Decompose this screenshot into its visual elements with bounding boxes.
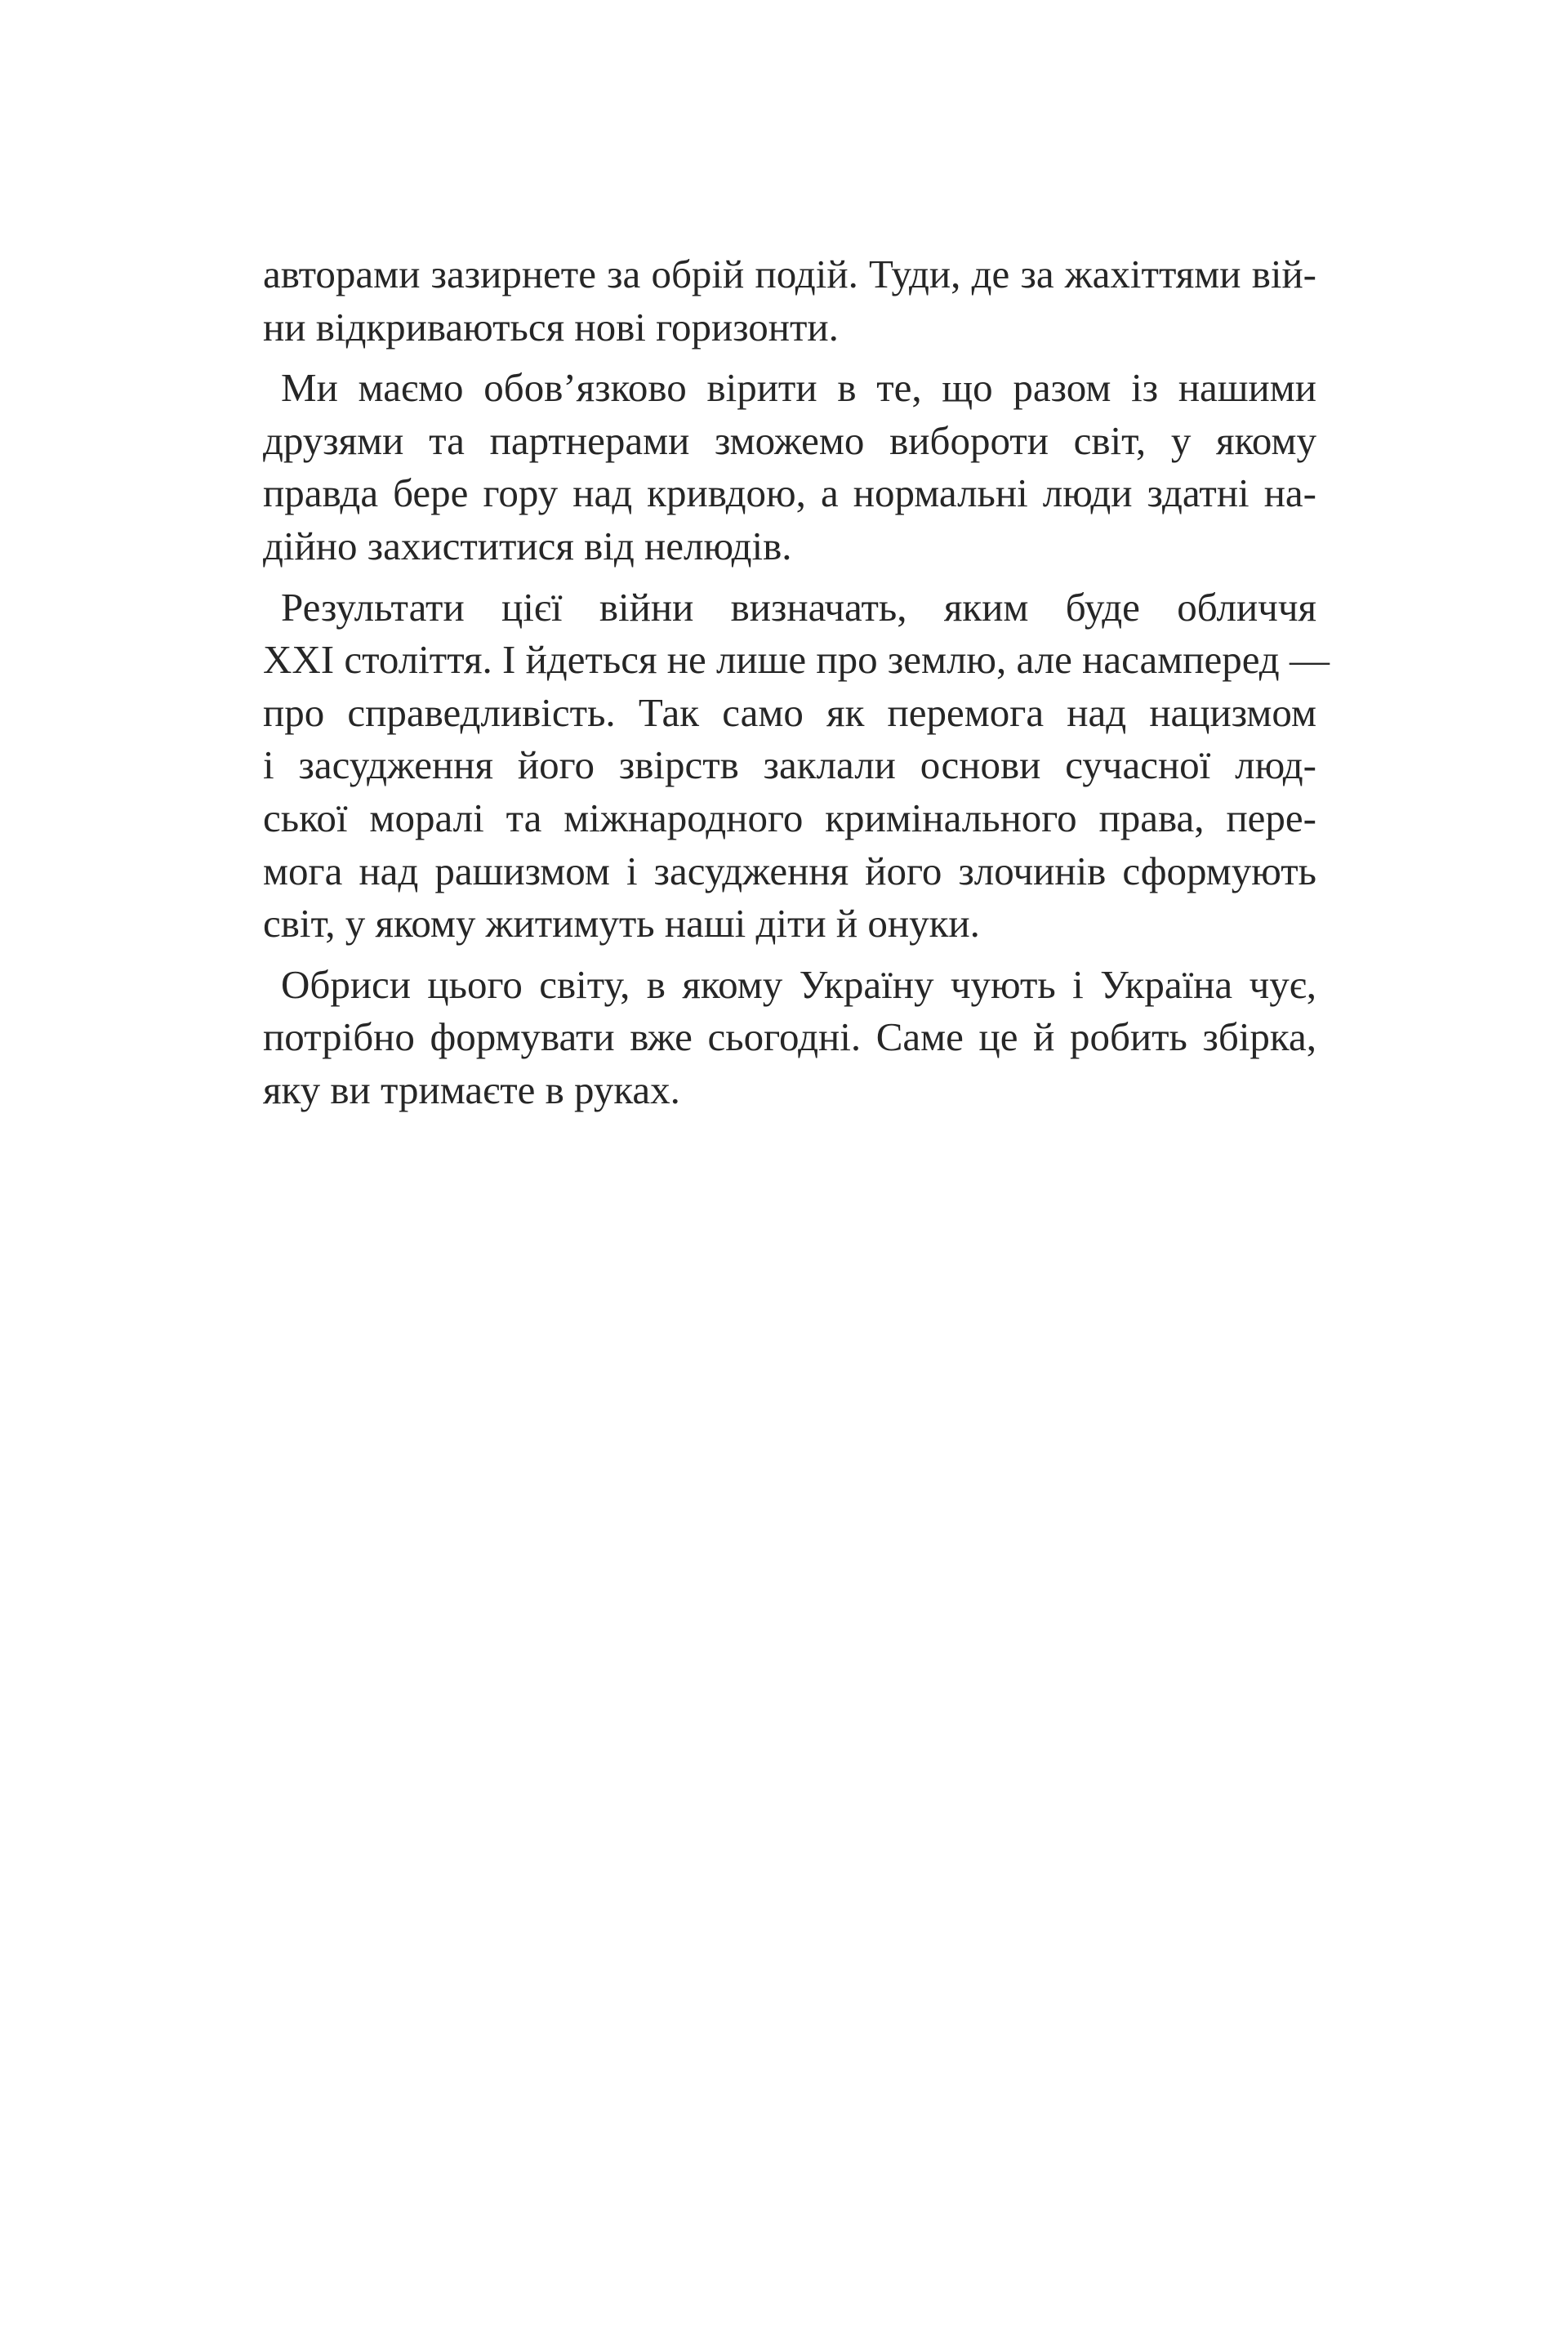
text-line: яку ви тримаєте в руках. xyxy=(263,1067,680,1112)
text-line: ни відкриваються нові горизонти. xyxy=(263,304,839,350)
text-line: дійно захиститися від нелюдів. xyxy=(263,523,792,568)
page-text xyxy=(263,248,1330,1117)
text-line: Обриси цього світу, в якому Україну чують і Україна чує, xyxy=(281,961,1316,1007)
text-line: Ми маємо обов’язково вірити в те, що разом із нашими xyxy=(281,365,1316,411)
text-line: світ, у якому житимуть наші діти й онуки. xyxy=(263,901,980,947)
text-line: ської моралі та міжнародного кримінального права, пере- xyxy=(263,795,1316,840)
text-line: Результати цієї війни визначать, яким буде обличчя xyxy=(281,584,1316,630)
text-line: потрібно формувати вже сьогодні. Саме це й робить збірка, xyxy=(263,1014,1316,1060)
text-line: авторами зазирнете за обрій подій. Туди, де за жахіттями вій- xyxy=(263,252,1316,296)
text-line: XXI століття. І йдеться не лише про землю, але насамперед — xyxy=(263,637,1330,683)
paragraph-3 xyxy=(263,581,1330,951)
paragraph-1 xyxy=(263,248,1316,354)
text-line: про справедливість. Так само як перемога над нацизмом xyxy=(263,689,1316,735)
text-line: друзями та партнерами зможемо вибороти світ, у якому xyxy=(263,417,1316,463)
paragraph-4 xyxy=(263,959,1316,1117)
text-line: мога над рашизмом і засудження його злочинів сформують xyxy=(263,848,1316,893)
text-line: і засудження його звірств заклали основи сучасної люд- xyxy=(263,742,1316,788)
paragraph-2 xyxy=(263,362,1316,572)
text-line: правда бере гору над кривдою, а нормальні люди здатні на- xyxy=(263,470,1316,516)
